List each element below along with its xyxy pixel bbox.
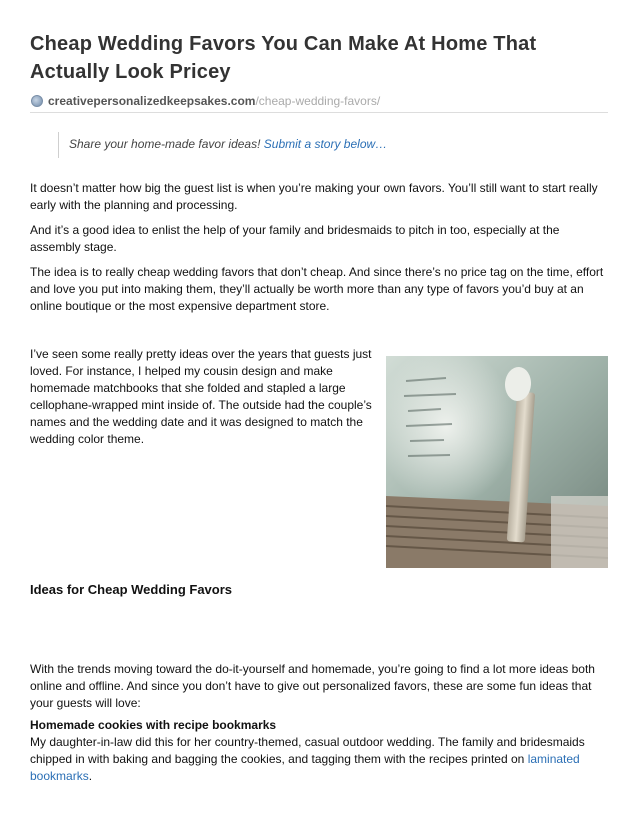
source-path-link[interactable]: /cheap-wedding-favors/ bbox=[255, 94, 381, 108]
paragraph: And it’s a good idea to enlist the help of your family and bridesmaids to pitch in too, especially at the assembly stage. bbox=[30, 223, 560, 254]
source-domain-link[interactable]: creativepersonalizedkeepsakes.com bbox=[48, 94, 256, 108]
idea-title: Homemade cookies with recipe bookmarks bbox=[30, 718, 277, 732]
idea-block bbox=[30, 717, 608, 785]
paragraph: It doesn’t matter how big the guest list is when you’re making your own favors. You’ll still want to start really early with the planning and processing. bbox=[30, 181, 598, 212]
divider bbox=[30, 112, 608, 113]
article-title: Cheap Wedding Favors You Can Make At Home That Actually Look Pricey bbox=[30, 33, 537, 83]
story-prompt-text: Share your home-made favor ideas! bbox=[69, 137, 261, 151]
section-intro: With the trends moving toward the do-it-yourself and homemade, you’re going to find a lot more ideas both online and offline. And since you don’t have to give out personalized favors, these are some fun ideas that your guests will love: bbox=[30, 662, 595, 710]
story-prompt bbox=[58, 132, 387, 158]
idea-end: . bbox=[88, 769, 93, 783]
section-heading: Ideas for Cheap Wedding Favors bbox=[30, 582, 233, 597]
source-line bbox=[31, 93, 380, 109]
matchstick-image bbox=[386, 356, 608, 568]
submit-story-link[interactable]: Submit a story below… bbox=[263, 137, 388, 151]
paragraph: I’ve seen some really pretty ideas over the years that guests just loved. For instance, I helped my cousin design and make homemade matchbooks that she folded and stapled a large cellophane-wrapped mint inside of. The outside had the couple’s names and the wedding date and it was designed to match the wedding color theme. bbox=[30, 347, 372, 446]
matchstick-photo bbox=[386, 356, 608, 568]
laminated-bookmarks-link[interactable]: laminated bookmarks bbox=[30, 752, 580, 783]
idea-text: My daughter-in-law did this for her country-themed, casual outdoor wedding. The family and bridesmaids chipped in with baking and bagging the cookies, and tagging them with the recipes printed on bbox=[30, 735, 585, 766]
paragraph: The idea is to really cheap wedding favors that don’t cheap. And since there’s no price tag on the time, effort and love you put into making them, they’ll actually be worth more than any type of favors you’d buy at an online boutique or the most expensive department store. bbox=[30, 265, 604, 313]
globe-icon bbox=[31, 95, 43, 107]
